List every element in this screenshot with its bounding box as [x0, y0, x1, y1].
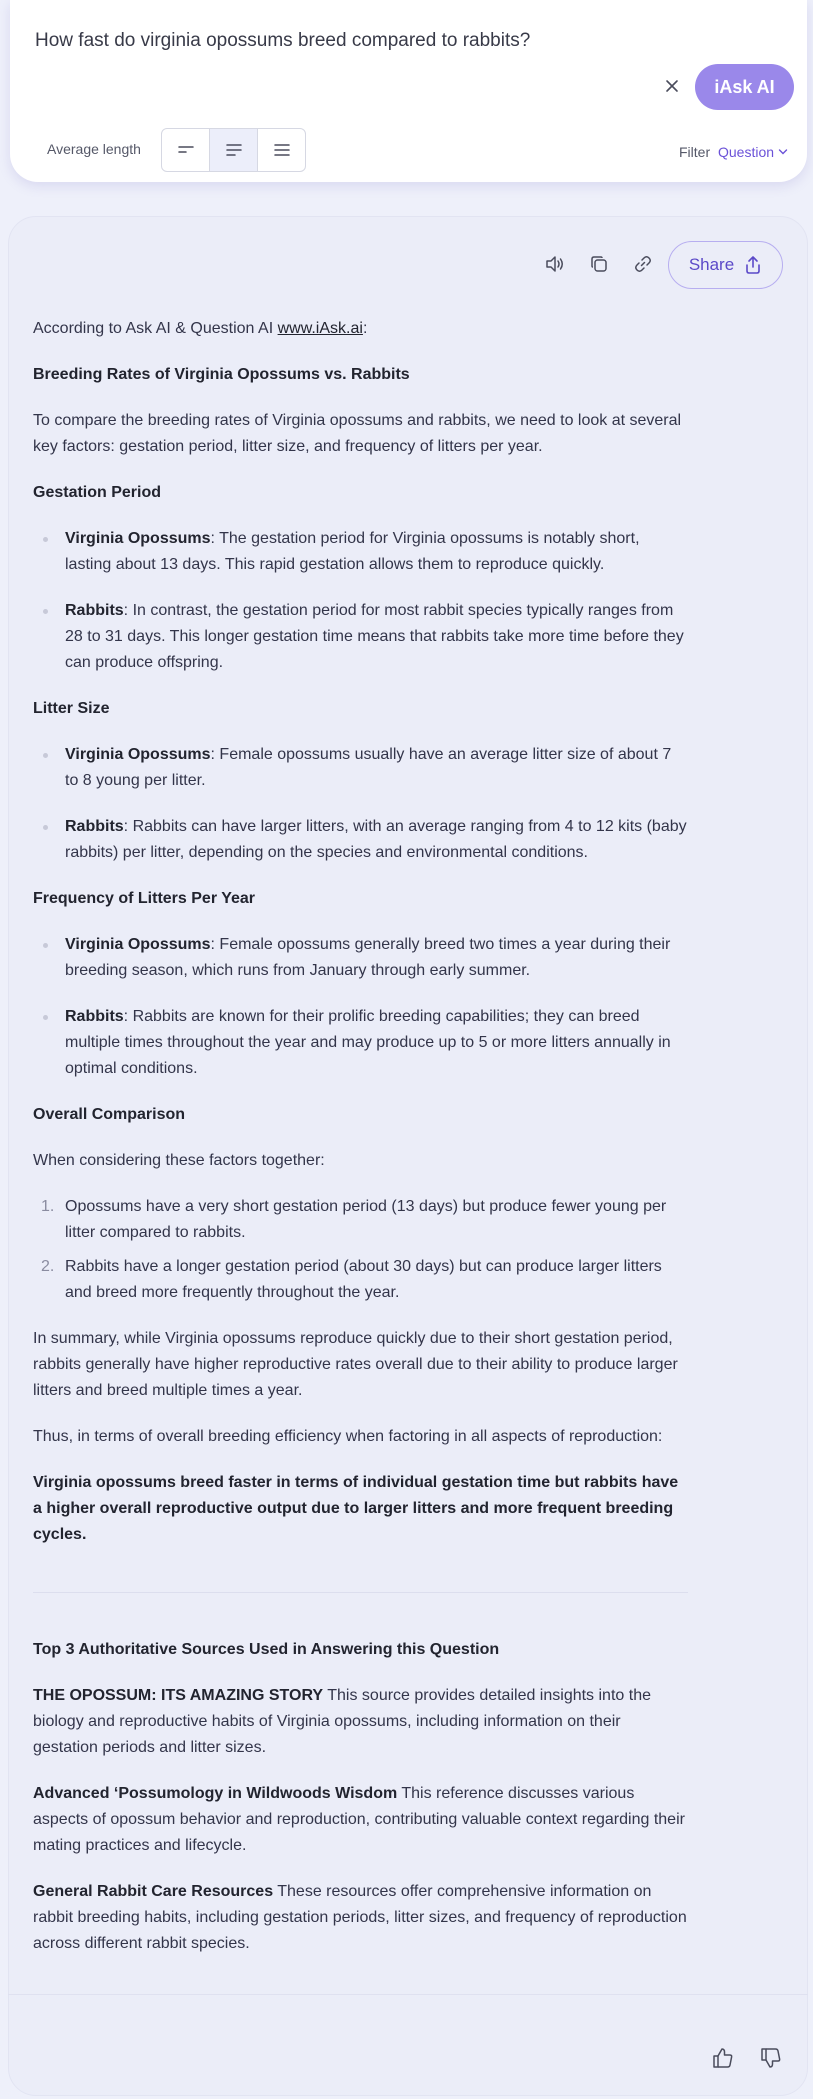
- share-icon: [744, 255, 762, 275]
- length-selector: [161, 128, 306, 172]
- thumbs-up-button[interactable]: [709, 2044, 737, 2072]
- source-title: THE OPOSSUM: ITS AMAZING STORY: [33, 1687, 324, 1704]
- list-item: [33, 1004, 688, 1082]
- conclusion-paragraph: Virginia opossums breed faster in terms of individual gestation time but rabbits have a higher overall reproductive output due to larger litters and more frequent breeding cycles.: [33, 1474, 679, 1543]
- answer-title: Breeding Rates of Virginia Opossums vs. Rabbits: [33, 366, 410, 383]
- item-term: Rabbits: [65, 1008, 124, 1025]
- length-label: Average length: [47, 141, 141, 157]
- item-text: : Rabbits are known for their prolific breeding capabilities; they can breed multiple times throughout the year and may produce up to 5 or more litters annually in optimal conditions.: [65, 1008, 671, 1077]
- share-label: Share: [688, 255, 735, 274]
- list-item: [33, 1254, 688, 1306]
- comparison-heading: Overall Comparison: [33, 1106, 186, 1123]
- list-item: [33, 932, 688, 984]
- length-long-option[interactable]: [258, 129, 305, 171]
- read-aloud-button[interactable]: [541, 250, 569, 278]
- close-icon: [664, 78, 680, 94]
- item-text: : Rabbits can have larger litters, with an average ranging from 4 to 12 kits (baby rabbits) per litter, depending on the species and environmental conditions.: [65, 818, 687, 861]
- list-item: [33, 1194, 688, 1246]
- answer-content: [33, 316, 688, 1977]
- list-item: [33, 598, 688, 676]
- iask-link[interactable]: www.iAsk.ai: [277, 320, 363, 337]
- source-item: [33, 1879, 688, 1957]
- source-title: General Rabbit Care Resources: [33, 1883, 274, 1900]
- summary-paragraph: In summary, while Virginia opossums reproduce quickly due to their short gestation period, rabbits generally have higher reproductive rates overall due to their ability to produce larger litters and breed multiple times a year.: [33, 1330, 678, 1399]
- source-item: [33, 1683, 688, 1761]
- item-number: 1.: [41, 1198, 55, 1215]
- thumbs-down-button[interactable]: [757, 2044, 785, 2072]
- list-item: [33, 526, 688, 578]
- thumbs-down-icon: [759, 2046, 783, 2070]
- list-item: [33, 814, 688, 866]
- item-text: : In contrast, the gestation period for most rabbit species typically ranges from 28 to 31 days. This longer gestation time means that rabbits take more time before they can produce offspring.: [65, 602, 684, 671]
- list-item: [33, 742, 688, 794]
- answer-lead: To compare the breeding rates of Virginia opossums and rabbits, we need to look at several key factors: gestation period, litter size, and frequency of litters per year.: [33, 412, 682, 455]
- share-button[interactable]: [668, 241, 783, 289]
- speaker-icon: [544, 254, 566, 274]
- item-term: Rabbits: [65, 818, 124, 835]
- frequency-heading: Frequency of Litters Per Year: [33, 890, 256, 907]
- source-text: This reference discusses various aspects of opossum behavior and reproduction, contributing valuable context regarding their mating practices and lifecycle.: [33, 1785, 685, 1854]
- item-text: Rabbits have a longer gestation period (about 30 days) but can produce larger litters and breed more frequently throughout the year.: [65, 1258, 662, 1301]
- item-number: 2.: [41, 1258, 55, 1275]
- item-text: : Female opossums generally breed two times a year during their breeding season, which runs from January through early summer.: [65, 936, 671, 979]
- comparison-lead: When considering these factors together:: [33, 1152, 325, 1169]
- short-length-icon: [176, 143, 196, 157]
- filter-dropdown[interactable]: [718, 144, 788, 160]
- intro-line: [33, 316, 688, 342]
- gestation-list: [33, 526, 688, 676]
- link-icon: [633, 254, 653, 274]
- source-text: This source provides detailed insights into the biology and reproductive habits of Virginia opossums, including information on their gestation periods and litter sizes.: [33, 1687, 651, 1756]
- section-divider: [33, 1592, 688, 1593]
- comparison-list: [33, 1194, 688, 1306]
- litter-list: [33, 742, 688, 866]
- thumbs-up-icon: [711, 2046, 735, 2070]
- frequency-list: [33, 932, 688, 1082]
- item-text: : The gestation period for Virginia opossums is notably short, lasting about 13 days. This rapid gestation allows them to reproduce quickly.: [65, 530, 640, 573]
- query-card: [10, 0, 807, 182]
- clear-query-button[interactable]: [660, 74, 684, 98]
- item-term: Virginia Opossums: [65, 936, 211, 953]
- filter-value: Question: [718, 144, 775, 160]
- item-text: : Female opossums usually have an average litter size of about 7 to 8 young per litter.: [65, 746, 672, 789]
- item-text: Opossums have a very short gestation period (13 days) but produce fewer young per litter compared to rabbits.: [65, 1198, 667, 1241]
- intro-prefix: According to Ask AI & Question AI: [33, 320, 278, 337]
- ask-ai-button[interactable]: iAsk AI: [695, 64, 794, 110]
- source-item: [33, 1781, 688, 1859]
- item-term: Virginia Opossums: [65, 746, 211, 763]
- item-term: Rabbits: [65, 602, 124, 619]
- average-length-icon: [224, 142, 244, 158]
- filter-label: Filter: [679, 144, 711, 160]
- litter-heading: Litter Size: [33, 700, 110, 717]
- source-title: Advanced ‘Possumology in Wildwoods Wisdom: [33, 1785, 398, 1802]
- item-term: Virginia Opossums: [65, 530, 211, 547]
- thus-paragraph: Thus, in terms of overall breeding efficiency when factoring in all aspects of reproduction:: [33, 1428, 663, 1445]
- query-input[interactable]: How fast do virginia opossums breed compared to rabbits?: [35, 30, 531, 51]
- sources-heading: Top 3 Authoritative Sources Used in Answering this Question: [33, 1641, 500, 1658]
- source-text: These resources offer comprehensive information on rabbit breeding habits, including gestation periods, litter sizes, and frequency of reproduction across different rabbit species.: [33, 1883, 687, 1952]
- copy-link-button[interactable]: [629, 250, 657, 278]
- length-short-option[interactable]: [162, 129, 210, 171]
- gestation-heading: Gestation Period: [33, 484, 162, 501]
- length-average-option[interactable]: [210, 129, 258, 171]
- feedback-divider: [8, 1994, 808, 1995]
- copy-icon: [589, 254, 609, 274]
- long-length-icon: [272, 142, 292, 158]
- intro-suffix: :: [362, 320, 368, 337]
- copy-button[interactable]: [585, 250, 613, 278]
- chevron-down-icon: [778, 148, 788, 156]
